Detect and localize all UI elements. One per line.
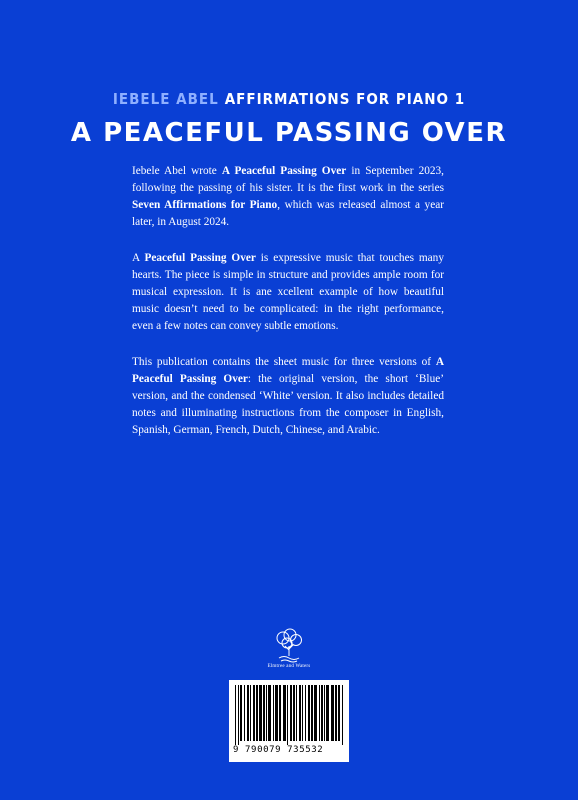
barcode-bar [244,685,245,741]
barcode-bar [338,685,340,741]
p3-bold-title: A Peaceful Passing Over [132,356,444,385]
barcode-bar [240,685,242,741]
series-name: AFFIRMATIONS FOR PIANO 1 [224,90,466,108]
p3-text-c: : the original version, the short ‘Blue’ version, and the condensed ‘White’ version. It also includes detailed notes and illuminating instructions from the composer in English, Spanish, German, French, Dutch, Chinese, and Arabic. [132,373,444,436]
barcode-number: 9 790079 735532 [233,745,324,755]
p1-bold-title: A Peaceful Passing Over [221,165,347,177]
p1-text-c: in September 2023, following the passing of his sister. It is the first work in the series [132,165,444,194]
barcode-bar [331,685,334,741]
barcode-bar [335,685,337,741]
series-header [0,90,578,108]
barcode-bar [319,685,320,741]
barcode-bar [321,685,323,741]
barcode-bar [326,685,329,741]
barcode-bar [308,685,310,741]
tree-icon [274,628,304,664]
barcode-bar [263,685,265,741]
publisher-name: Elmtree and Waters [267,664,311,669]
p1-bold-series: Seven Affirmations for Piano [132,199,278,211]
barcode-bar [290,685,292,741]
p3-text-a: This publication contains the sheet music for three versions of [132,356,436,368]
barcode-bar [299,685,301,741]
barcode-bar [273,685,274,741]
barcode-bar [296,685,297,741]
description-text [132,163,444,458]
p2-bold-title: Peaceful Passing Over [144,252,256,264]
barcode-bar [279,685,281,741]
barcode-bar [235,685,236,745]
barcode-bar [238,685,239,745]
barcode-bar [259,685,262,741]
barcode-bar [250,685,251,741]
author-name: IEBELE ABEL [112,90,219,108]
p2-text-c: is expressive music that touches many hearts. The piece is simple in structure and provides ample room for musical expression. It is ane xcellent example of how beautiful music doesn’t need to be complicated: in the right performance, even a few notes can convey subtle emotions. [132,252,444,332]
barcode-bar [305,685,306,741]
barcode-bar [268,685,271,741]
paragraph-2 [132,250,444,335]
barcode-bar [302,685,303,741]
publisher-logo [0,628,578,669]
p2-text-a: A [132,252,145,264]
p1-text-a: Iebele Abel wrote [132,165,222,177]
barcode-bar [324,685,325,741]
barcode-bar [253,685,255,741]
barcode-bar [247,685,249,741]
barcode-bar [283,685,286,741]
paragraph-3 [132,354,444,439]
p1-text-e: , which was released almost a year later, in August 2024. [132,199,444,228]
barcode-bar [311,685,313,741]
barcode-bar [275,685,278,741]
barcode-bar [314,685,317,741]
book-title: A PEACEFUL PASSING OVER [70,118,508,148]
barcode-bar [256,685,258,741]
barcode-bar [293,685,295,741]
barcode-bar [287,685,288,745]
barcode-bar [266,685,267,741]
barcode-bar [342,685,343,745]
paragraph-1 [132,163,444,231]
